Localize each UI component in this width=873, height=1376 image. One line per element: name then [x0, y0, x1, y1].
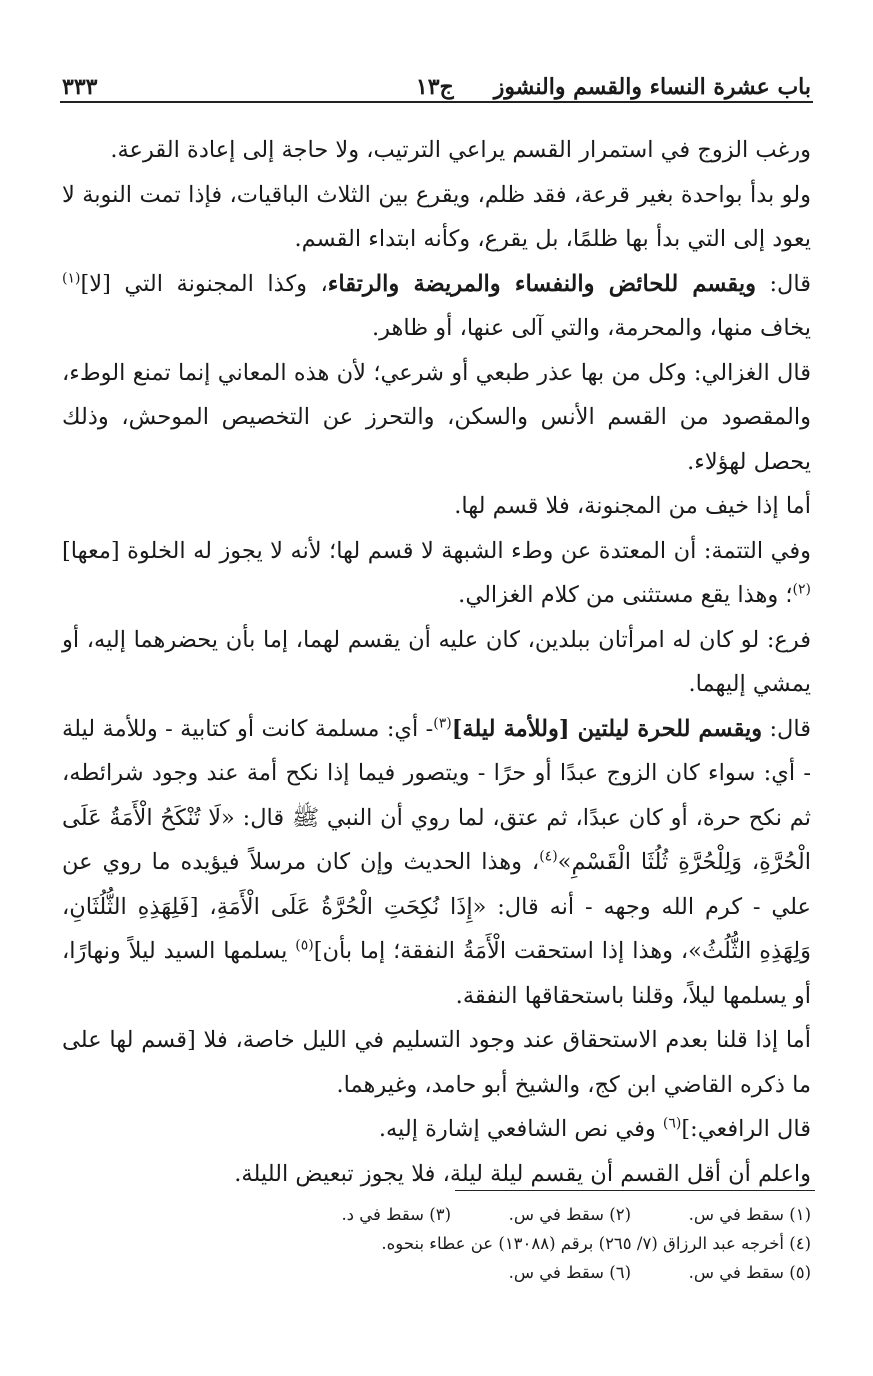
page-number: ٣٣٣: [62, 74, 98, 100]
bold-text: ويقسم للحرة ليلتين [وللأمة ليلة]: [451, 715, 763, 742]
text-run: ورغب الزوج في استمرار القسم يراعي الترتيب، ولا حاجة إلى إعادة القرعة.: [110, 137, 811, 163]
text-run: - أي: مسلمة كانت أو كتابية - وللأمة ليلة - أي: سواء كان الزوج عبدًا أو حرًا - ويتصور فيما إذا نكح أمة عند وجود شرائطه، ثم نكح حرة، أو كان عبدًا، ثم عتق، لما روي أن النبي ﷺ قال: «لَا تُنْكَحُ الْأَمَةُ عَلَى الْحُرَّةِ، وَلِلْحُرَّةِ ثُلُثَا الْقَسْمِ»: [62, 715, 811, 875]
footnote-ref: (٥): [295, 937, 314, 954]
text-run: يسلمها السيد ليلاً ونهارًا، أو يسلمها ليلاً، وقلنا باستحقاقها النفقة.: [62, 938, 811, 1009]
footnote-ref: (٤): [539, 848, 558, 865]
paragraph: [62, 484, 811, 529]
footnote-ref: (٢): [792, 581, 811, 598]
text-run: ولو بدأ بواحدة بغير قرعة، فقد ظلم، ويقرع بين الثلاث الباقيات، فإذا تمت النوبة لا يعود إلى التي بدأ بها ظلمًا، بل يقرع، وكأنه ابتداء القسم.: [62, 181, 811, 252]
text-run: أما إذا قلنا بعدم الاستحقاق عند وجود التسليم في الليل خاصة، فلا [قسم لها على ما ذكره القاضي ابن كج، والشيخ أبو حامد، وغيرهما.: [62, 1027, 811, 1098]
footnote-rule: [455, 1190, 815, 1191]
footnotes: [62, 1200, 811, 1287]
header-titles: [416, 74, 811, 100]
text-run: قال الغزالي: وكل من بها عذر طبعي أو شرعي؛ لأن هذه المعاني إنما تمنع الوطء، والمقصود من القسم الأنس والسكن، والتحرز عن التخصيص الموحش، وذلك يحصل لهؤلاء.: [62, 359, 811, 475]
text-run: قال الرافعي:]: [681, 1116, 811, 1142]
volume-label: ج١٣: [415, 74, 454, 100]
paragraph: [62, 262, 811, 351]
text-run: قال:: [762, 715, 811, 742]
text-run: واعلم أن أقل القسم أن يقسم ليلة ليلة، فلا يجوز تبعيض الليلة.: [234, 1160, 811, 1187]
paragraph: [62, 618, 811, 707]
paragraph: [62, 1018, 811, 1107]
footnote-row-2: [62, 1229, 811, 1258]
footnote-3: (٣) سقط في د.: [341, 1205, 451, 1224]
bold-text: ويقسم للحائض والنفساء والمريضة والرتقاء: [327, 270, 756, 297]
footnote-ref: (٦): [662, 1115, 682, 1132]
text-run: وفي نص الشافعي إشارة إليه.: [378, 1116, 663, 1142]
text-run: ، وهذا الحديث وإن كان مرسلاً فيؤيده ما روي عن علي - كرم الله وجهه - أنه قال: «إِذَا نُكِحَتِ الْحُرَّةُ عَلَى الْأَمَةِ، [فَلِهَذِهِ الثُّلُثَانِ، وَلِهَذِهِ الثُّلُثُ»، وهذا إذا استحقت الْأَمَةُ النفقة؛ إما بأن]: [62, 849, 811, 964]
footnote-row-1: [62, 1200, 811, 1229]
footnote-5: (٥) سقط في س.: [688, 1263, 811, 1282]
header-rule: [60, 101, 813, 103]
chapter-title: باب عشرة النساء والقسم والنشوز: [493, 74, 811, 100]
running-header: [62, 60, 811, 100]
paragraph: [62, 707, 811, 1019]
text-run: يخاف منها، والمحرمة، والتي آلى عنها، أو ظاهر.: [371, 315, 811, 341]
footnote-ref: (١): [62, 270, 81, 286]
paragraph: [62, 128, 811, 173]
paragraph: [62, 173, 811, 262]
text-run: ؛ وهذا يقع مستثنى من كلام الغزالي.: [458, 582, 793, 608]
text-run: فرع: لو كان له امرأتان ببلدين، كان عليه أن يقسم لهما، إما بأن يحضرهما إليه، أو يمشي إليهما.: [62, 626, 811, 697]
footnote-1: (١) سقط في س.: [688, 1205, 811, 1224]
footnote-6: (٦) سقط في س.: [508, 1263, 631, 1282]
paragraph: [62, 529, 811, 618]
paragraph: [62, 351, 811, 485]
text-run: ، وكذا المجنونة التي [لا]: [80, 270, 328, 297]
text-run: قال:: [755, 270, 811, 297]
footnote-ref: (٣): [433, 715, 452, 731]
footnote-4: (٤) أخرجه عبد الرزاق (٧/ ٢٦٥) برقم (١٣٠٨٨) عن عطاء بنحوه.: [381, 1234, 811, 1253]
text-run: أما إذا خيف من المجنونة، فلا قسم لها.: [454, 493, 811, 519]
paragraph: [62, 1107, 811, 1152]
footnote-row-3: [62, 1258, 811, 1287]
footnote-2: (٢) سقط في س.: [508, 1205, 631, 1224]
text-run: وفي التتمة: أن المعتدة عن وطء الشبهة لا قسم لها؛ لأنه لا يجوز له الخلوة [معها]: [62, 537, 811, 564]
main-text: [62, 128, 811, 1196]
